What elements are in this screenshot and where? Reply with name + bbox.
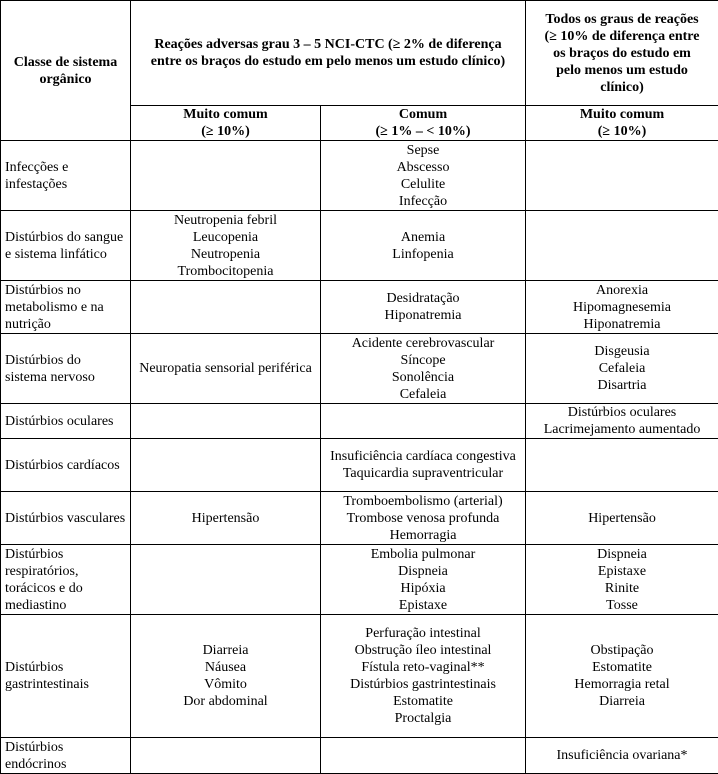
table-row: [1, 334, 718, 404]
reaction-item: Síncope: [325, 352, 521, 369]
very-common-cell: [131, 439, 321, 492]
common-cell: [321, 211, 526, 281]
reaction-item: Hipóxia: [325, 580, 521, 597]
grade-3-5-header: Reações adversas grau 3 – 5 NCI-CTC (≥ 2% de diferença entre os braços do estudo em pelo menos um estudo clínico): [131, 1, 526, 106]
common-cell: [321, 545, 526, 615]
very-common-cell: [131, 492, 321, 545]
reaction-item: Tromboembolismo (arterial): [325, 493, 521, 510]
all-grades-cell: [526, 615, 718, 738]
organ-class-cell: Infecções e infestações: [1, 141, 131, 211]
very-common-cell: [131, 615, 321, 738]
reaction-item: Disgeusia: [530, 343, 714, 360]
organ-class-cell: Distúrbios vasculares: [1, 492, 131, 545]
reaction-item: Hiponatremia: [530, 316, 714, 333]
organ-class-header: Classe de sistema orgânico: [1, 1, 131, 141]
table-row: [1, 492, 718, 545]
very-common-cell: [131, 738, 321, 774]
all-grades-cell: [526, 404, 718, 439]
reaction-item: Fístula reto-vaginal**: [325, 659, 521, 676]
reaction-item: Rinite: [530, 580, 714, 597]
organ-class-cell: Distúrbios endócrinos: [1, 738, 131, 774]
all-grades-cell: [526, 439, 718, 492]
common-cell: [321, 615, 526, 738]
reaction-item: Proctalgia: [325, 710, 521, 727]
reaction-item: Epistaxe: [530, 563, 714, 580]
table-row: [1, 211, 718, 281]
reaction-item: Obstipação: [530, 642, 714, 659]
reaction-item: Trombose venosa profunda: [325, 510, 521, 527]
reaction-item: Insuficiência ovariana*: [530, 747, 714, 764]
reaction-item: Vômito: [135, 676, 316, 693]
reaction-item: Neutropenia febril: [135, 212, 316, 229]
all-grades-cell: [526, 211, 718, 281]
reaction-item: Abscesso: [325, 159, 521, 176]
organ-class-cell: Distúrbios no metabolismo e na nutrição: [1, 281, 131, 334]
reaction-item: Anorexia: [530, 282, 714, 299]
reaction-item: Hipertensão: [530, 510, 714, 527]
all-grades-cell: [526, 545, 718, 615]
reaction-item: Obstrução íleo intestinal: [325, 642, 521, 659]
reaction-item: Infecção: [325, 193, 521, 210]
table-row: [1, 615, 718, 738]
common-cell: [321, 404, 526, 439]
reaction-item: Linfopenia: [325, 246, 521, 263]
all-grades-cell: [526, 334, 718, 404]
table-row: [1, 738, 718, 774]
reaction-item: Dor abdominal: [135, 693, 316, 710]
reaction-item: Distúrbios gastrintestinais: [325, 676, 521, 693]
reaction-item: Sonolência: [325, 369, 521, 386]
very-common-header: Muito comum (≥ 10%): [131, 106, 321, 141]
organ-class-cell: Distúrbios do sangue e sistema linfático: [1, 211, 131, 281]
very-common-cell: [131, 141, 321, 211]
common-cell: [321, 439, 526, 492]
reaction-item: Insuficiência cardíaca congestiva: [325, 448, 521, 465]
reaction-item: Cefaleia: [530, 360, 714, 377]
table-row: [1, 141, 718, 211]
reaction-item: Diarreia: [530, 693, 714, 710]
table-row: [1, 439, 718, 492]
all-grades-header: Todos os graus de reações (≥ 10% de diferença entre os braços do estudo em pelo menos um estudo clínico): [526, 1, 718, 106]
reaction-item: Cefaleia: [325, 386, 521, 403]
reaction-item: Embolia pulmonar: [325, 546, 521, 563]
all-grades-cell: [526, 141, 718, 211]
reaction-item: Anemia: [325, 229, 521, 246]
reaction-item: Disartria: [530, 377, 714, 394]
very-common-all-grades-header: Muito comum (≥ 10%): [526, 106, 718, 141]
reaction-item: Dispneia: [530, 546, 714, 563]
very-common-cell: [131, 281, 321, 334]
very-common-cell: [131, 545, 321, 615]
all-grades-cell: [526, 281, 718, 334]
common-cell: [321, 738, 526, 774]
reaction-item: Epistaxe: [325, 597, 521, 614]
reaction-item: Hemorragia: [325, 527, 521, 544]
organ-class-cell: Distúrbios do sistema nervoso: [1, 334, 131, 404]
reaction-item: Tosse: [530, 597, 714, 614]
reaction-item: Celulite: [325, 176, 521, 193]
reaction-item: Hipertensão: [135, 510, 316, 527]
reaction-item: Perfuração intestinal: [325, 625, 521, 642]
reaction-item: Estomatite: [530, 659, 714, 676]
common-cell: [321, 281, 526, 334]
common-header: Comum (≥ 1% – < 10%): [321, 106, 526, 141]
header-row-main: [1, 1, 718, 106]
reaction-item: Dispneia: [325, 563, 521, 580]
very-common-cell: [131, 211, 321, 281]
organ-class-cell: Distúrbios respiratórios, torácicos e do mediastino: [1, 545, 131, 615]
all-grades-cell: [526, 738, 718, 774]
common-cell: [321, 141, 526, 211]
all-grades-cell: [526, 492, 718, 545]
reaction-item: Hiponatremia: [325, 307, 521, 324]
organ-class-cell: Distúrbios gastrintestinais: [1, 615, 131, 738]
reaction-item: Lacrimejamento aumentado: [530, 421, 714, 438]
table-row: [1, 545, 718, 615]
reaction-item: Trombocitopenia: [135, 263, 316, 280]
table-row: [1, 281, 718, 334]
reaction-item: Neuropatia sensorial periférica: [135, 360, 316, 377]
reaction-item: Hipomagnesemia: [530, 299, 714, 316]
table-row: [1, 404, 718, 439]
reaction-item: Acidente cerebrovascular: [325, 335, 521, 352]
organ-class-cell: Distúrbios oculares: [1, 404, 131, 439]
reaction-item: Náusea: [135, 659, 316, 676]
reaction-item: Leucopenia: [135, 229, 316, 246]
common-cell: [321, 334, 526, 404]
very-common-cell: [131, 404, 321, 439]
reaction-item: Sepse: [325, 142, 521, 159]
reaction-item: Diarreia: [135, 642, 316, 659]
very-common-cell: [131, 334, 321, 404]
reaction-item: Neutropenia: [135, 246, 316, 263]
organ-class-cell: Distúrbios cardíacos: [1, 439, 131, 492]
reaction-item: Distúrbios oculares: [530, 404, 714, 421]
common-cell: [321, 492, 526, 545]
reaction-item: Taquicardia supraventricular: [325, 465, 521, 482]
reaction-item: Hemorragia retal: [530, 676, 714, 693]
reaction-item: Desidratação: [325, 290, 521, 307]
reaction-item: Estomatite: [325, 693, 521, 710]
